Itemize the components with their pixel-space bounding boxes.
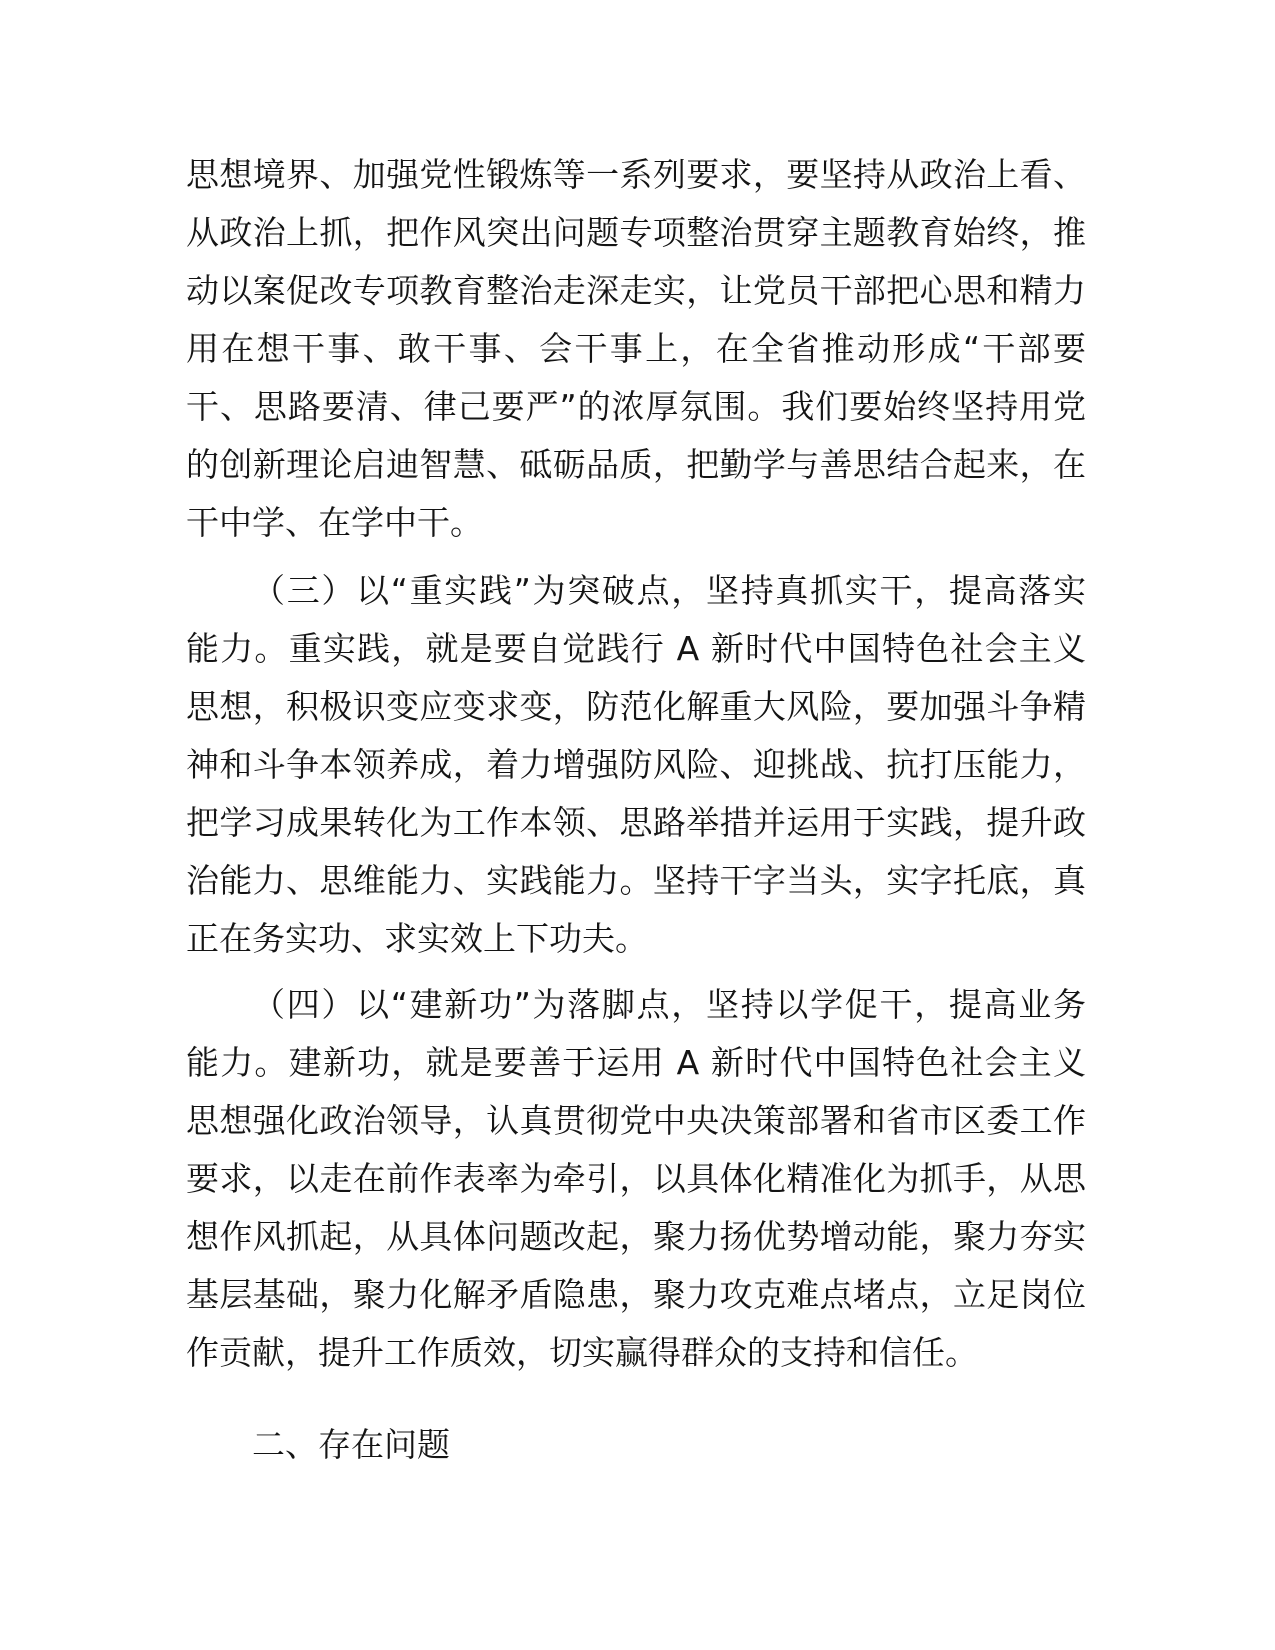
text-line: 把学习成果转化为工作本领、思路举措并运用于实践，提升政: [186, 803, 1086, 842]
text-line: 思想强化政治领导，认真贯彻党中央决策部署和省市区委工作: [186, 1101, 1086, 1140]
text-line: 正在务实功、求实效上下功夫。: [186, 919, 648, 958]
text-line: （四）以“建新功”为落脚点，坚持以学促干，提高业务: [252, 985, 1086, 1024]
text-line: 思想，积极识变应变求变，防范化解重大风险，要加强斗争精: [186, 687, 1086, 726]
text-line: （三）以“重实践”为突破点，坚持真抓实干，提高落实: [252, 571, 1086, 610]
text-line: 思想境界、加强党性锻炼等一系列要求，要坚持从政治上看、: [186, 155, 1086, 194]
paragraph-continuation: [186, 146, 1086, 552]
paragraph-achievement: [186, 976, 1086, 1382]
text-line: 基层基础，聚力化解矛盾隐患，聚力攻克难点堵点，立足岗位: [186, 1275, 1086, 1314]
text-line: 神和斗争本领养成，着力增强防风险、迎挑战、抗打压能力，: [186, 745, 1086, 784]
text-line: 能力。重实践，就是要自觉践行 A 新时代中国特色社会主义: [186, 629, 1086, 668]
text-line: 作贡献，提升工作质效，切实赢得群众的支持和信任。: [186, 1333, 978, 1372]
text-line: 的创新理论启迪智慧、砥砺品质，把勤学与善思结合起来，在: [186, 445, 1086, 484]
section-heading: 二、存在问题: [252, 1425, 450, 1464]
text-line: 干中学、在学中干。: [186, 503, 483, 542]
paragraph-practice: [186, 562, 1086, 968]
text-line: 从政治上抓，把作风突出问题专项整治贯穿主题教育始终，推: [186, 213, 1086, 252]
text-line: 用在想干事、敢干事、会干事上，在全省推动形成“干部要: [186, 329, 1086, 368]
text-line: 动以案促改专项教育整治走深走实，让党员干部把心思和精力: [186, 271, 1086, 310]
text-line: 要求，以走在前作表率为牵引，以具体化精准化为抓手，从思: [186, 1159, 1086, 1198]
text-line: 能力。建新功，就是要善于运用 A 新时代中国特色社会主义: [186, 1043, 1086, 1082]
text-line: 想作风抓起，从具体问题改起，聚力扬优势增动能，聚力夯实: [186, 1217, 1086, 1256]
text-line: 干、思路要清、律己要严”的浓厚氛围。我们要始终坚持用党: [186, 387, 1086, 426]
text-line: 治能力、思维能力、实践能力。坚持干字当头，实字托底，真: [186, 861, 1086, 900]
